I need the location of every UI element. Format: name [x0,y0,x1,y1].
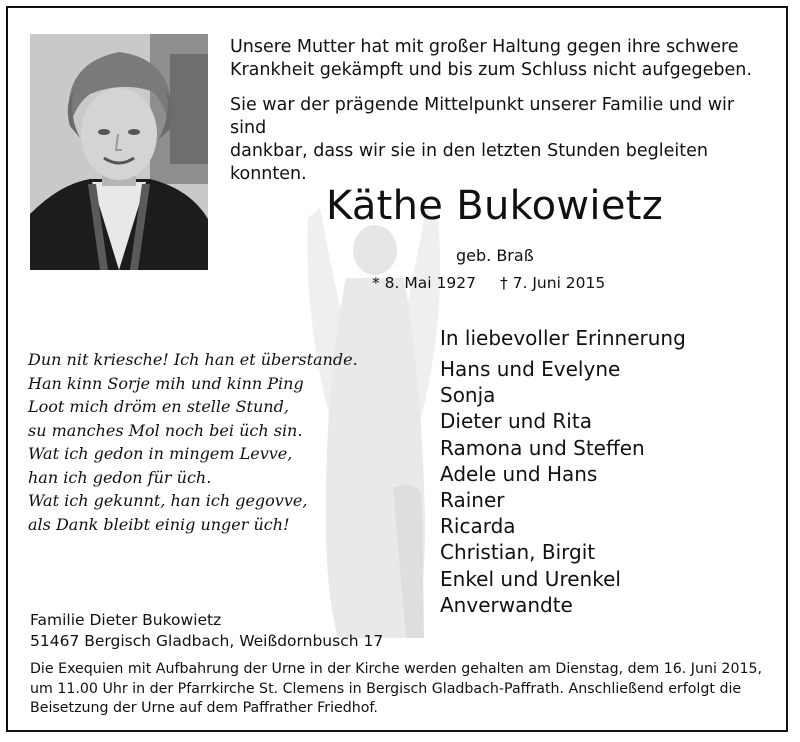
family-member: Christian, Birgit [440,540,596,565]
portrait-photo [30,34,208,270]
poem-line: Wat ich gekunnt, han ich gegovve, [28,491,308,510]
life-dates [372,274,605,292]
sender-address: 51467 Bergisch Gladbach, Weißdornbusch 17 [30,632,384,650]
death-date: † 7. Juni 2015 [499,274,606,292]
sender-name: Familie Dieter Bukowietz [30,611,222,629]
family-member: Ricarda [440,514,516,539]
intro-line: Krankheit gekämpft und bis zum Schluss nicht aufgegeben. [230,60,752,80]
intro-paragraph-1 [230,36,770,82]
poem-line: Han kinn Sorje mih und kinn Ping [28,373,304,393]
intro-line: Unsere Mutter hat mit großer Haltung gegen ihre schwere [230,37,739,57]
funeral-details-line: Die Exequien mit Aufbahrung der Urne in der Kirche werden gehalten am Dienstag, dem 16. Juni 2015, [30,661,763,677]
family-member: Hans und Evelyne [440,357,621,381]
poem-line: Dun nit kriesche! Ich han et überstande. [28,350,358,369]
family-list [440,356,645,618]
funeral-details [30,660,778,719]
family-member: Sonja [440,383,496,408]
poem-line: su manches Mol noch bei üch sin. [28,420,303,440]
funeral-details-line: Beisetzung der Urne auf dem Paffrather Friedhof. [30,700,378,716]
intro-paragraph-2 [230,94,770,186]
birth-name: geb. Braß [456,246,534,265]
family-member: Ramona und Steffen [440,435,645,460]
deceased-name: Käthe Bukowietz [326,183,664,229]
poem-line: als Dank bleibt einig unger üch! [28,514,290,534]
family-member: Anverwandte [440,592,573,617]
family-member: Dieter und Rita [440,409,592,434]
intro-line: Sie war der prägende Mittelpunkt unserer Familie und wir sind [230,95,735,138]
birth-date: * 8. Mai 1927 [372,274,476,292]
poem [28,348,358,536]
intro-line: dankbar, dass wir sie in den letzten Stunden begleiten konnten. [230,141,708,184]
sender-block [30,610,383,652]
poem-line: Loot mich dröm en stelle Stund, [28,397,289,416]
poem-line: Wat ich gedon in mingem Levve, [28,444,293,463]
family-member: Adele und Hans [440,461,598,486]
family-member: Rainer [440,488,505,513]
family-member: Enkel und Urenkel [440,566,621,591]
obituary-notice [6,6,788,732]
funeral-details-line: um 11.00 Uhr in der Pfarrkirche St. Clemens in Bergisch Gladbach-Paffrath. Anschließend erfolgt die [30,680,742,697]
memory-heading: In liebevoller Erinnerung [440,326,686,350]
poem-line: han ich gedon für üch. [28,467,212,487]
